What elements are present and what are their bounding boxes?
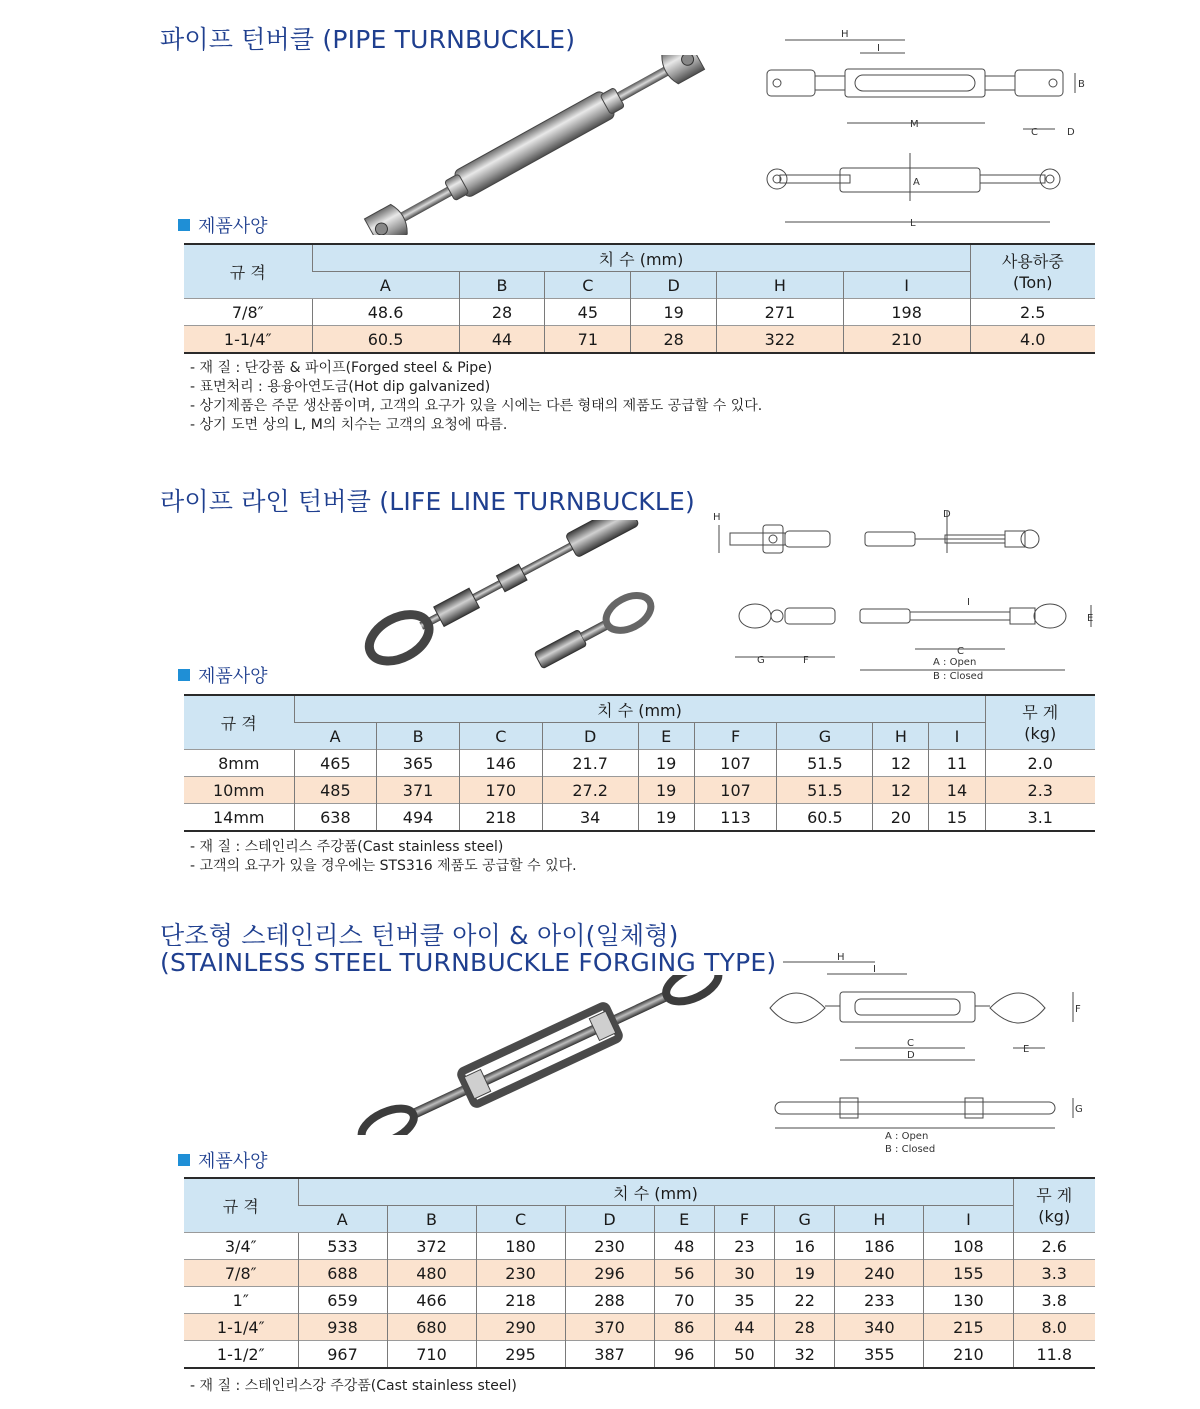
- header-size: 규 격: [184, 695, 294, 750]
- header-weight: [1013, 1178, 1095, 1233]
- table-row: [184, 804, 1095, 832]
- cell: 30: [714, 1260, 774, 1287]
- cell: 240: [835, 1260, 924, 1287]
- cell: 51.5: [777, 777, 873, 804]
- cell: 96: [654, 1341, 714, 1369]
- dim-label: B: [1078, 79, 1085, 90]
- cell: 387: [565, 1341, 654, 1369]
- cell: 44: [714, 1314, 774, 1341]
- cell: 107: [694, 777, 777, 804]
- cell: 296: [565, 1260, 654, 1287]
- cell: 50: [714, 1341, 774, 1369]
- spec-label: [178, 662, 268, 688]
- column-header: A: [294, 723, 377, 750]
- cell: 494: [377, 804, 460, 832]
- column-header: I: [929, 723, 985, 750]
- column-header: I: [843, 272, 970, 299]
- section2-notes: [190, 838, 577, 876]
- dim-label: I: [967, 597, 970, 608]
- dim-label: I: [873, 964, 876, 975]
- header-dimensions: 치 수 (mm): [294, 695, 985, 723]
- square-bullet-icon: [178, 219, 190, 231]
- cell-weight: 2.6: [1013, 1233, 1095, 1260]
- cell: 48: [654, 1233, 714, 1260]
- note-line: - 재 질 : 스테인리스 주강품(Cast stainless steel): [190, 839, 504, 855]
- forging-turnbuckle-diagram: [755, 950, 1090, 1160]
- column-header: F: [714, 1206, 774, 1233]
- cell: 48.6: [312, 299, 459, 326]
- header-size: 규 격: [184, 1178, 298, 1233]
- dim-label: C: [907, 1038, 914, 1049]
- header-load: [970, 244, 1095, 299]
- cell-size: 3/4″: [184, 1233, 298, 1260]
- note-line: - 상기제품은 주문 생산품이며, 고객의 요구가 있을 시에는 다른 형태의 제품도 공급할 수 있다.: [190, 398, 763, 414]
- section3-notes: [190, 1377, 517, 1396]
- cell: 288: [565, 1287, 654, 1314]
- column-header: E: [654, 1206, 714, 1233]
- cell: 28: [631, 326, 717, 354]
- section1-notes: [190, 359, 762, 435]
- cell: 27.2: [542, 777, 638, 804]
- header-dimensions: 치 수 (mm): [298, 1178, 1013, 1206]
- header-size: 규 격: [184, 244, 312, 299]
- cell: 322: [717, 326, 844, 354]
- dim-label: H: [713, 512, 721, 523]
- cell-weight: 8.0: [1013, 1314, 1095, 1341]
- cell: 218: [459, 804, 542, 832]
- cell-weight: 2.0: [985, 750, 1095, 777]
- column-header: A: [298, 1206, 387, 1233]
- dim-label: C: [1031, 127, 1038, 138]
- spec-label: [178, 1147, 268, 1173]
- column-header: I: [924, 1206, 1013, 1233]
- cell: 12: [873, 777, 929, 804]
- column-header: E: [638, 723, 694, 750]
- cell: 28: [775, 1314, 835, 1341]
- cell: 19: [638, 750, 694, 777]
- section2-title: 라이프 라인 턴버클 (LIFE LINE TURNBUCKLE): [160, 487, 695, 516]
- cell: 19: [638, 804, 694, 832]
- dim-label: M: [910, 119, 919, 130]
- dim-label: D: [907, 1050, 915, 1061]
- cell: 938: [298, 1314, 387, 1341]
- spec-label: [178, 212, 268, 238]
- dim-label: D: [943, 509, 951, 520]
- column-header: G: [777, 723, 873, 750]
- cell-weight: 3.8: [1013, 1287, 1095, 1314]
- cell: 198: [843, 299, 970, 326]
- cell: 230: [476, 1260, 565, 1287]
- dim-label: E: [1023, 1044, 1030, 1055]
- lifeline-turnbuckle-photo: [350, 520, 670, 670]
- spec-label-text: 제품사양: [198, 216, 268, 237]
- cell: 21.7: [542, 750, 638, 777]
- dim-label: B : Closed: [885, 1144, 936, 1155]
- square-bullet-icon: [178, 1154, 190, 1166]
- cell: 28: [459, 299, 545, 326]
- table-row: [184, 326, 1095, 354]
- section3-title: 단조형 스테인리스 턴버클 아이 & 아이(일체형): [160, 921, 679, 950]
- cell: 34: [542, 804, 638, 832]
- header-weight-unit: (kg): [1038, 1206, 1071, 1226]
- cell-size: 8mm: [184, 750, 294, 777]
- table-row: [184, 1260, 1095, 1287]
- column-header: H: [717, 272, 844, 299]
- cell-size: 14mm: [184, 804, 294, 832]
- table-row: [184, 1314, 1095, 1341]
- cell: 11: [929, 750, 985, 777]
- cell: 60.5: [312, 326, 459, 354]
- cell-load: 4.0: [970, 326, 1095, 354]
- cell: 19: [638, 777, 694, 804]
- note-line: - 재 질 : 단강품 & 파이프(Forged steel & Pipe): [190, 360, 493, 376]
- table-row: [184, 1233, 1095, 1260]
- cell-size: 1″: [184, 1287, 298, 1314]
- cell: 533: [298, 1233, 387, 1260]
- header-load-unit: (Ton): [1013, 272, 1053, 292]
- note-line: - 재 질 : 스테인리스강 주강품(Cast stainless steel): [190, 1378, 517, 1394]
- dim-label: L: [910, 218, 916, 229]
- dim-label: F: [803, 655, 809, 666]
- cell: 180: [476, 1233, 565, 1260]
- forging-turnbuckle-photo: [350, 975, 730, 1135]
- cell: 19: [631, 299, 717, 326]
- dim-label: B : Closed: [933, 671, 984, 682]
- note-line: - 표면처리 : 용융아연도금(Hot dip galvanized): [190, 379, 491, 395]
- cell-weight: 3.3: [1013, 1260, 1095, 1287]
- cell: 372: [387, 1233, 476, 1260]
- cell: 108: [924, 1233, 1013, 1260]
- cell: 480: [387, 1260, 476, 1287]
- cell: 71: [545, 326, 631, 354]
- note-line: - 고객의 요구가 있을 경우에는 STS316 제품도 공급할 수 있다.: [190, 858, 577, 874]
- column-header: D: [631, 272, 717, 299]
- dim-label: A : Open: [933, 657, 977, 668]
- pipe-turnbuckle-diagram: [755, 25, 1090, 235]
- table-row: [184, 1287, 1095, 1314]
- cell: 113: [694, 804, 777, 832]
- column-header: C: [476, 1206, 565, 1233]
- cell: 51.5: [777, 750, 873, 777]
- pipe-turnbuckle-photo: [350, 55, 720, 235]
- cell: 19: [775, 1260, 835, 1287]
- header-weight-label: 무 게: [1036, 1185, 1073, 1205]
- dim-label: I: [877, 43, 880, 54]
- cell: 130: [924, 1287, 1013, 1314]
- column-header: H: [835, 1206, 924, 1233]
- cell-weight: 3.1: [985, 804, 1095, 832]
- cell: 365: [377, 750, 460, 777]
- column-header: D: [565, 1206, 654, 1233]
- header-weight: [985, 695, 1095, 750]
- cell-weight: 11.8: [1013, 1341, 1095, 1369]
- square-bullet-icon: [178, 669, 190, 681]
- column-header: A: [312, 272, 459, 299]
- dim-label: A : Open: [885, 1131, 929, 1142]
- dim-label: A: [913, 177, 920, 188]
- dim-label: D: [1067, 127, 1075, 138]
- column-header: H: [873, 723, 929, 750]
- cell: 23: [714, 1233, 774, 1260]
- cell: 215: [924, 1314, 1013, 1341]
- header-dimensions: 치 수 (mm): [312, 244, 970, 272]
- cell-size: 1-1/2″: [184, 1341, 298, 1369]
- cell: 340: [835, 1314, 924, 1341]
- cell: 35: [714, 1287, 774, 1314]
- cell: 688: [298, 1260, 387, 1287]
- cell: 295: [476, 1341, 565, 1369]
- cell-weight: 2.3: [985, 777, 1095, 804]
- spec-label-text: 제품사양: [198, 1151, 268, 1172]
- cell-load: 2.5: [970, 299, 1095, 326]
- dim-label: H: [837, 952, 845, 963]
- cell-size: 10mm: [184, 777, 294, 804]
- header-load-label: 사용하중: [1001, 251, 1064, 271]
- cell: 638: [294, 804, 377, 832]
- cell: 32: [775, 1341, 835, 1369]
- cell: 16: [775, 1233, 835, 1260]
- cell: 271: [717, 299, 844, 326]
- cell: 210: [924, 1341, 1013, 1369]
- column-header: C: [545, 272, 631, 299]
- cell: 70: [654, 1287, 714, 1314]
- forging-turnbuckle-table: [184, 1177, 1095, 1369]
- dim-label: E: [1087, 613, 1094, 624]
- cell: 466: [387, 1287, 476, 1314]
- table-row: [184, 1341, 1095, 1369]
- dim-label: G: [1075, 1104, 1083, 1115]
- cell: 186: [835, 1233, 924, 1260]
- table-row: [184, 299, 1095, 326]
- cell-size: 1-1/4″: [184, 326, 312, 354]
- cell: 107: [694, 750, 777, 777]
- cell: 355: [835, 1341, 924, 1369]
- column-header: C: [459, 723, 542, 750]
- cell: 22: [775, 1287, 835, 1314]
- cell: 218: [476, 1287, 565, 1314]
- cell: 680: [387, 1314, 476, 1341]
- lifeline-turnbuckle-table: [184, 694, 1095, 832]
- cell: 233: [835, 1287, 924, 1314]
- cell: 290: [476, 1314, 565, 1341]
- cell: 230: [565, 1233, 654, 1260]
- cell: 45: [545, 299, 631, 326]
- cell: 659: [298, 1287, 387, 1314]
- header-weight-unit: (kg): [1024, 723, 1057, 743]
- column-header: B: [387, 1206, 476, 1233]
- column-header: B: [459, 272, 545, 299]
- note-line: - 상기 도면 상의 L, M의 치수는 고객의 요청에 따름.: [190, 417, 508, 433]
- cell: 44: [459, 326, 545, 354]
- cell: 371: [377, 777, 460, 804]
- cell: 15: [929, 804, 985, 832]
- cell: 146: [459, 750, 542, 777]
- cell: 967: [298, 1341, 387, 1369]
- cell-size: 7/8″: [184, 299, 312, 326]
- cell: 14: [929, 777, 985, 804]
- cell: 56: [654, 1260, 714, 1287]
- cell: 60.5: [777, 804, 873, 832]
- column-header: G: [775, 1206, 835, 1233]
- cell: 12: [873, 750, 929, 777]
- dim-label: C: [957, 646, 964, 657]
- cell: 485: [294, 777, 377, 804]
- cell: 170: [459, 777, 542, 804]
- dim-label: G: [757, 655, 765, 666]
- dim-label: H: [841, 29, 849, 40]
- table-row: [184, 777, 1095, 804]
- lifeline-turnbuckle-diagram: [705, 505, 1100, 685]
- cell: 155: [924, 1260, 1013, 1287]
- cell: 710: [387, 1341, 476, 1369]
- cell: 20: [873, 804, 929, 832]
- column-header: F: [694, 723, 777, 750]
- column-header: B: [377, 723, 460, 750]
- cell: 86: [654, 1314, 714, 1341]
- section3-subtitle: (STAINLESS STEEL TURNBUCKLE FORGING TYPE): [160, 948, 777, 977]
- dim-label: F: [1075, 1004, 1081, 1015]
- cell-size: 7/8″: [184, 1260, 298, 1287]
- cell: 370: [565, 1314, 654, 1341]
- cell-size: 1-1/4″: [184, 1314, 298, 1341]
- column-header: D: [542, 723, 638, 750]
- pipe-turnbuckle-table: [184, 243, 1095, 354]
- spec-label-text: 제품사양: [198, 666, 268, 687]
- cell: 465: [294, 750, 377, 777]
- table-row: [184, 750, 1095, 777]
- section1-title: 파이프 턴버클 (PIPE TURNBUCKLE): [160, 25, 576, 54]
- cell: 210: [843, 326, 970, 354]
- header-weight-label: 무 게: [1022, 702, 1059, 722]
